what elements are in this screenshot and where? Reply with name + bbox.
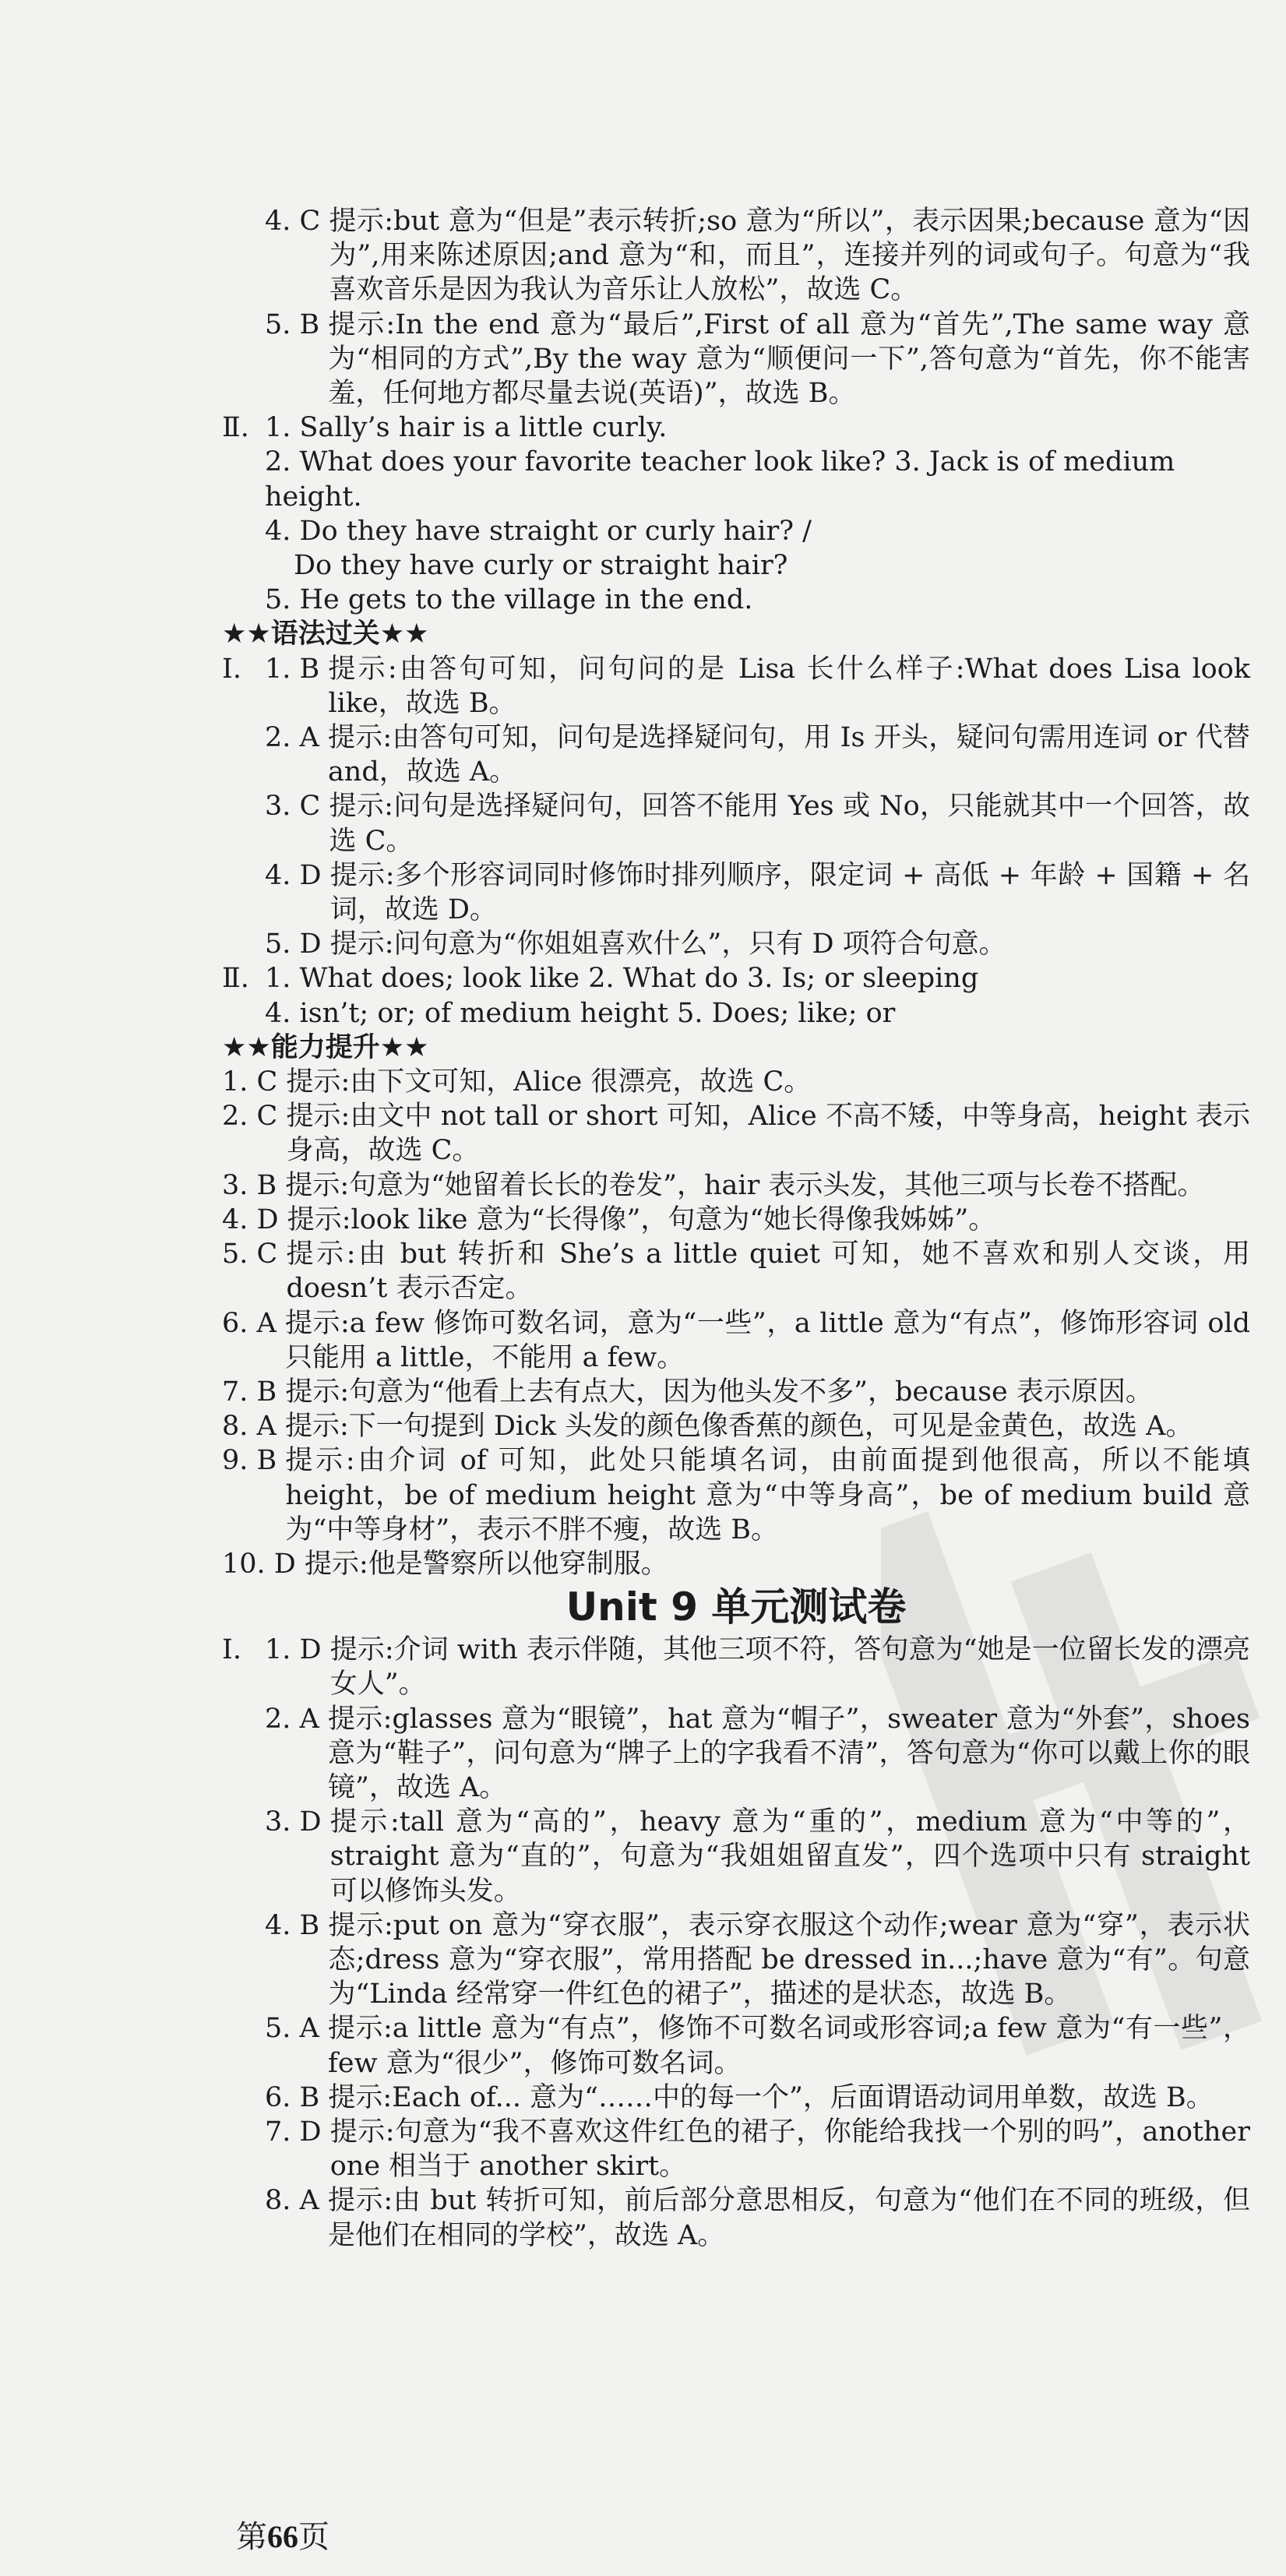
list-item xyxy=(222,411,1250,445)
item-number: 9. B xyxy=(222,1445,277,1477)
item-number: 4. B xyxy=(265,1909,320,1941)
list-item xyxy=(222,1805,1250,1908)
list-item xyxy=(222,1375,1250,1409)
item-number: 3. B xyxy=(222,1169,277,1201)
list-item xyxy=(222,1633,1250,1701)
list-item xyxy=(222,1065,1250,1099)
page-number-suffix: 页 xyxy=(298,2519,329,2555)
item-hint: 提示:look like 意为“长得像”，句意为“她长得像我姊姊”。 xyxy=(287,1203,996,1235)
page-number-prefix: 第 xyxy=(236,2519,267,2555)
list-item xyxy=(222,789,1250,858)
list-item xyxy=(222,927,1250,961)
list-item xyxy=(222,2011,1250,2080)
answer-line: 1. What does; look like 2. What do 3. Is; or sleeping xyxy=(265,963,979,995)
item-hint: 提示:由答句可知，问句是选择疑问句，用 Is 开头，疑问句需用连词 or 代替 and，故选 A。 xyxy=(327,722,1250,788)
list-item xyxy=(222,858,1250,927)
item-number: 1. B xyxy=(265,653,320,685)
item-number: 1. C xyxy=(222,1066,278,1098)
list-item xyxy=(222,1908,1250,2012)
item-hint: 提示:In the end 意为“最后”,First of all 意为“首先”,The same way 意为“相同的方式”,By the way 意为“顺便问一下”,答句意为“首先，你不能害羞，任何地方都尽量去说(英语)”，故选 B。 xyxy=(328,308,1250,410)
part-label: Ⅱ. xyxy=(222,963,249,995)
ability-list xyxy=(222,1065,1250,1581)
item-hint: 提示:多个形容词同时修饰时排列顺序，限定词 + 高低 + 年龄 + 国籍 + 名词，故选 D。 xyxy=(329,859,1250,926)
list-item xyxy=(222,1443,1250,1547)
answer-line: 4. isn’t; or; of medium height 5. Does; like; or xyxy=(265,997,896,1029)
item-number: 5. C xyxy=(222,1239,278,1270)
item-number: 4. D xyxy=(222,1203,279,1235)
list-item xyxy=(222,2081,1250,2115)
list-item xyxy=(222,308,1250,411)
item-hint: 提示:put on 意为“穿衣服”，表示穿衣服这个动作;wear 意为“穿”，表示状态;dress 意为“穿衣服”，常用搭配 be dressed in...;have 意为“有”。句意为“Linda 经常穿一件红色的裙子”，描述的是状态，故选 B。 xyxy=(328,1909,1250,2010)
grammar-heading: ★★语法过关★★ xyxy=(222,618,429,650)
item-hint: 提示:句意为“我不喜欢这件红色的裙子，你能给我找一个别的吗”，another one 相当于 another skirt。 xyxy=(329,2116,1250,2183)
page-number-value: 66 xyxy=(267,2519,298,2554)
item-number: 6. A xyxy=(222,1307,277,1339)
item-hint: 提示:他是警察所以他穿制服。 xyxy=(305,1548,668,1580)
item-hint: 提示:由介词 of 可知，此处只能填名词，由前面提到他很高，所以不能填 height，be of medium height 意为“中等身高”，be of medium build 意为“中等身材”，表示不胖不瘦，故选 B。 xyxy=(285,1445,1250,1545)
item-hint: 提示:tall 意为“高的”，heavy 意为“重的”，medium 意为“中等的”，straight 意为“直的”，句意为“我姐姐留直发”，四个选项中只有 straight 可以修饰头发。 xyxy=(329,1806,1250,1907)
answer-line: 1. Sally’s hair is a little curly. xyxy=(265,412,668,444)
item-number: 4. D xyxy=(265,859,322,891)
item-hint: 提示:句意为“她留着长长的卷发”，hair 表示头发，其他三项与长卷不搭配。 xyxy=(285,1169,1205,1201)
list-item xyxy=(222,2115,1250,2183)
list-item xyxy=(222,1409,1250,1443)
list-item xyxy=(222,2183,1250,2252)
grammar-part-2 xyxy=(222,961,1250,1030)
item-hint: 提示:Each of... 意为“……中的每一个”，后面谓语动词用单数，故选 B。 xyxy=(328,2081,1214,2113)
item-hint: 提示:问句意为“你姐姐喜欢什么”，只有 D 项符合句意。 xyxy=(329,929,1006,960)
ability-heading: ★★能力提升★★ xyxy=(222,1031,429,1063)
list-item xyxy=(222,1702,1250,1806)
continued-list xyxy=(222,204,1250,411)
item-number: 2. A xyxy=(265,722,319,754)
item-hint: 提示:由下文可知，Alice 很漂亮，故选 C。 xyxy=(286,1066,812,1098)
answer-line: 2. What does your favorite teacher look like? 3. Jack is of medium height. xyxy=(265,446,1175,513)
unit-test-title: Unit 9 单元测试卷 xyxy=(565,1584,907,1630)
list-item xyxy=(222,1306,1250,1375)
list-item xyxy=(222,961,1250,996)
part-2-answers xyxy=(222,411,1250,617)
part-label: Ⅱ. xyxy=(222,412,249,444)
item-number: 5. B xyxy=(265,308,320,340)
item-number: 8. A xyxy=(265,2185,319,2217)
item-number: 7. D xyxy=(265,2116,322,2148)
item-hint: 提示:but 意为“但是”表示转折;so 意为“所以”，表示因果;because 意为“因为”,用来陈述原因;and 意为“和，而且”，连接并列的词或句子。句意为“我喜欢音乐是因为我认为音乐让人放松”，故选 C。 xyxy=(329,206,1250,306)
item-hint: 提示:glasses 意为“眼镜”，hat 意为“帽子”，sweater 意为“外套”，shoes 意为“鞋子”，问句意为“牌子上的字我看不清”，答句意为“你可以戴上你的眼镜”，故选 A。 xyxy=(327,1703,1250,1803)
unit-test-part-1 xyxy=(222,1633,1250,2253)
item-hint: 提示:介词 with 表示伴随，其他三项不符，答句意为“她是一位留长发的漂亮女人”。 xyxy=(329,1634,1250,1700)
answer-line: 4. Do they have straight or curly hair? / xyxy=(265,515,812,547)
answer-line: 5. He gets to the village in the end. xyxy=(265,584,753,616)
list-item xyxy=(222,1203,1250,1237)
item-number: 5. D xyxy=(265,929,322,960)
page-number xyxy=(236,2512,329,2557)
item-hint: 提示:a little 意为“有点”，修饰不可数名词或形容词;a few 意为“有一些”，few 意为“很少”，修饰可数名词。 xyxy=(327,2013,1250,2079)
answer-column xyxy=(222,204,1250,2253)
list-item xyxy=(222,1547,1250,1581)
item-number: 3. C xyxy=(265,791,321,823)
answer-line: Do they have curly or straight hair? xyxy=(294,550,788,582)
list-item xyxy=(222,652,1250,721)
item-number: 5. A xyxy=(265,2013,319,2045)
list-item xyxy=(222,1099,1250,1168)
list-item xyxy=(222,1168,1250,1203)
item-number: 6. B xyxy=(265,2081,320,2113)
item-number: 2. A xyxy=(265,1703,319,1735)
item-hint: 提示:由答句可知，问句问的是 Lisa 长什么样子:What does Lisa look like，故选 B。 xyxy=(328,653,1250,719)
item-number: 2. C xyxy=(222,1101,278,1133)
item-hint: 提示:a few 修饰可数名词，意为“一些”，a little 意为“有点”，修饰形容词 old 只能用 a little，不能用 a few。 xyxy=(284,1307,1250,1373)
list-item xyxy=(222,721,1250,789)
item-number: 3. D xyxy=(265,1806,322,1838)
item-number: 8. A xyxy=(222,1411,277,1443)
part-label: Ⅰ. xyxy=(222,653,241,685)
item-hint: 提示:下一句提到 Dick 头发的颜色像香蕉的颜色，可见是金黄色，故选 A。 xyxy=(284,1411,1193,1443)
item-hint: 提示:由 but 转折和 She’s a little quiet 可知，她不喜欢和别人交谈，用 doesn’t 表示否定。 xyxy=(286,1239,1250,1305)
item-hint: 提示:问句是选择疑问句，回答不能用 Yes 或 No，只能就其中一个回答，故选 C。 xyxy=(329,791,1250,857)
item-hint: 提示:句意为“他看上去有点大，因为他头发不多”，because 表示原因。 xyxy=(285,1376,1153,1408)
list-item xyxy=(222,1237,1250,1306)
item-number: 7. B xyxy=(222,1376,277,1408)
grammar-part-1 xyxy=(222,652,1250,962)
item-hint: 提示:由文中 not tall or short 可知，Alice 不高不矮，中等身高，height 表示身高，故选 C。 xyxy=(286,1101,1250,1167)
list-item xyxy=(222,204,1250,308)
item-hint: 提示:由 but 转折可知，前后部分意思相反，句意为“他们在不同的班级，但是他们在相同的学校”，故选 A。 xyxy=(327,2185,1250,2251)
item-number: 4. C xyxy=(265,206,321,237)
item-number: 1. D xyxy=(265,1634,322,1666)
item-number: 10. D xyxy=(222,1548,296,1580)
part-label: Ⅰ. xyxy=(222,1634,241,1666)
